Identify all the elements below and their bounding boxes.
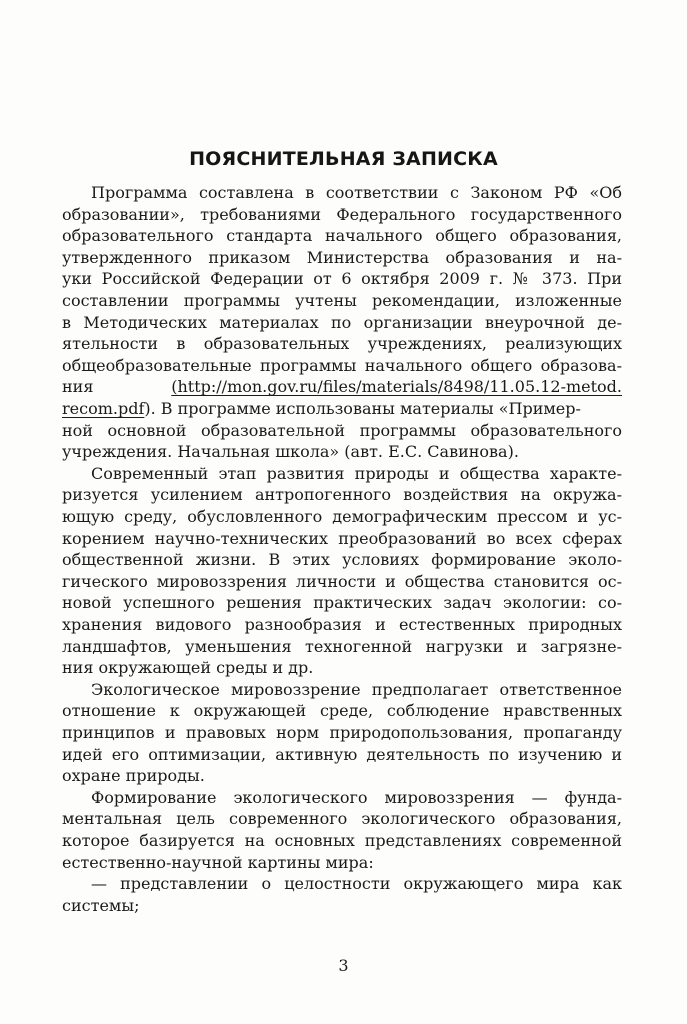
text-line: новой успешного решения практических задач экологии: со- <box>62 593 622 613</box>
text-line: Современный этап развития природы и общества характе- <box>91 463 622 483</box>
text-line: ющую среду, обусловленного демографическим прессом и ус- <box>62 507 622 526</box>
text-fragment: ). В программе использованы материалы «Пример- <box>144 399 581 418</box>
text-line: естественно-научной картины мира: <box>62 852 374 872</box>
text-line: ния окружающей среды и др. <box>62 658 314 678</box>
text-line: ной основной образовательной программы образовательного <box>62 420 622 440</box>
text-line: принципов и правовых норм природопользования, пропаганду <box>62 723 622 742</box>
text-line: системы; <box>62 895 140 915</box>
page-title: ПОЯСНИТЕЛЬНАЯ ЗАПИСКА <box>189 148 498 170</box>
text-fragment: ния <box>62 377 94 397</box>
text-line: образовательного стандарта начального общего образования, <box>62 226 622 246</box>
text-line: уки Российской Федерации от 6 октября 2009 г. № 373. При <box>62 269 622 289</box>
text-line: составлении программы учтены рекомендации, изложенные <box>62 291 622 310</box>
text-line: гического мировоззрения личности и общества становится ос- <box>62 571 622 591</box>
text-line: Экологическое мировоззрение предполагает ответственное <box>91 679 622 699</box>
text-line: ментальная цель современного экологического образования, <box>62 809 622 829</box>
text-line: ятельности в образовательных учреждениях, реализующих <box>62 334 622 354</box>
text-line: хранения видового разнообразия и естественных природных <box>62 615 622 634</box>
text-line: учреждения. Начальная школа» (авт. Е.С. Савинова). <box>62 442 519 462</box>
text-line-with-link <box>62 398 622 420</box>
text-line: корением научно-технических преобразований во всех сферах <box>62 528 622 548</box>
text-line: охране природы. <box>62 766 205 786</box>
text-line: ризуется усилением антропогенного воздействия на окружа- <box>62 485 622 505</box>
text-line: которое базируется на основных представлениях современной <box>62 831 622 850</box>
text-line: Формирование экологического мировоззрения — фунда- <box>91 787 622 807</box>
source-link[interactable]: (http://mon.gov.ru/files/materials/8498/11.05.12-metod. <box>171 377 622 397</box>
page-number: 3 <box>338 956 349 975</box>
text-line: утвержденного приказом Министерства образования и на- <box>62 247 622 267</box>
text-line: отношение к окружающей среде, соблюдение нравственных <box>62 701 622 721</box>
text-line: общеобразовательные программы начального общего образова- <box>62 355 622 375</box>
source-link-continuation[interactable]: recom.pdf <box>62 399 145 418</box>
text-line-with-link <box>62 376 622 398</box>
text-line: — представлении о целостности окружающего мира как <box>91 874 622 894</box>
text-line: ландшафтов, уменьшения техногенной нагрузки и загрязне- <box>62 636 622 656</box>
text-line: в Методических материалах по организации внеурочной де- <box>62 312 622 332</box>
text-line: идей его оптимизации, активную деятельность по изучению и <box>62 744 622 764</box>
text-line: Программа составлена в соответствии с Законом РФ «Об <box>91 183 622 202</box>
text-line: общественной жизни. В этих условиях формирование эколо- <box>62 550 622 570</box>
text-line: образовании», требованиями Федерального государственного <box>62 204 622 224</box>
